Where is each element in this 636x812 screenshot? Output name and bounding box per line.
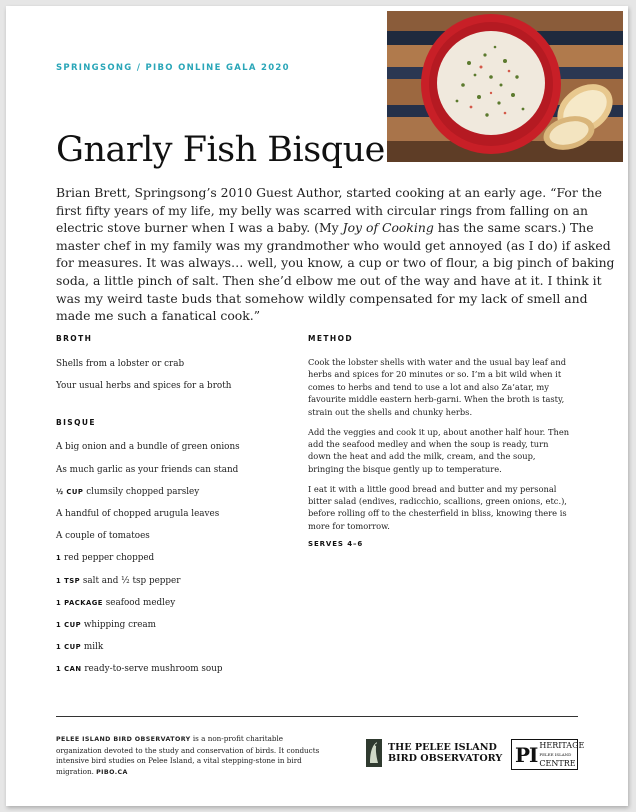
ingredient-text: Shells from a lobster or crab [56, 359, 185, 369]
heritage-logo-sub: PELEE ISLAND [539, 752, 572, 757]
intro-book-title: Joy of Cooking [342, 220, 434, 236]
ingredient-qty: ½ CUP [56, 487, 84, 496]
ingredient-qty: 1 CUP [56, 643, 82, 652]
ingredient-item [56, 619, 301, 641]
ingredient-item [56, 530, 301, 552]
method-step: I eat it with a little good bread and butter and my personal bitter salad (endives, radicchio, scallions, green onions, etc.), before rolling off to the chesterfield in bliss, knowing there is more for tomorrow. [308, 483, 567, 531]
org-url: PIBO.CA [96, 768, 128, 776]
pibo-logo [366, 739, 502, 767]
ingredient-qty: 1 [56, 554, 62, 563]
ingredient-text: Your usual herbs and spices for a broth [56, 381, 232, 392]
heritage-logo-pi: PI [515, 742, 538, 767]
bisque-photo [387, 11, 623, 162]
ingredient-item [56, 508, 301, 530]
ingredient-item [56, 641, 301, 663]
ingredient-item [56, 552, 301, 574]
ingredient-text: A big onion and a bundle of green onions [56, 442, 240, 453]
ingredient-text: seafood medley [105, 597, 176, 608]
ingredient-item [56, 441, 301, 463]
pibo-logo-text [388, 742, 502, 764]
bisque-photo-image [387, 11, 623, 162]
ingredient-qty: 1 CAN [56, 665, 82, 674]
ingredient-text: salt and ½ tsp pepper [82, 575, 181, 586]
recipe-title: Gnarly Fish Bisque [56, 130, 385, 170]
method-heading: METHOD [308, 334, 353, 343]
event-eyebrow: SPRINGSONG / PIBO ONLINE GALA 2020 [56, 63, 290, 73]
method-step: Add the veggies and cook it up, about another half hour. Then add the seafood medley and when the soup is ready, turn down the heat and add the milk, cream, and the soup, bringing the bisque gently up to temperature. [308, 426, 570, 474]
bisque-heading: BISQUE [56, 418, 96, 428]
ingredient-qty: 1 CUP [56, 620, 82, 629]
footer-divider [56, 716, 578, 717]
ingredients-column [56, 334, 301, 685]
heritage-logo-line1: HERITAGE [539, 741, 585, 750]
org-desc-text: is a non-profit charitable organization devoted to the study and conservation of birds. It conducts intensive bird studies on Pelee Island, a vital stepping-stone in bird migration. [56, 734, 320, 776]
ingredient-qty: 1 TSP [56, 576, 81, 585]
bird-icon [366, 739, 382, 767]
ingredient-text: red pepper chopped [64, 553, 155, 564]
ingredient-text: clumsily chopped parsley [86, 486, 200, 497]
ingredient-item [56, 358, 301, 380]
intro-text-part2: has the same scars.) The master chef in my family was my grandmother who would get annoyed (as I do) if asked for measures. It was always… well, you know, a cup or two of flour, a big pinch of baking soda, a little pinch of salt. Then she’d elbow me out of the way and have at it. I think it was my weird taste buds that somehow wildly compensated for my lack of smell and made me such a fanatical cook.” [56, 220, 615, 324]
ingredient-text: ready-to-serve mushroom soup [84, 664, 223, 675]
ingredient-item [56, 597, 301, 619]
intro-text-part1: Brian Brett, Springsong’s 2010 Guest Author, started cooking at an early age. “For the first fifty years of my life, my belly was scarred with circular rings from falling on an electric stove burner when I was a baby. (My [56, 185, 602, 236]
heritage-logo-text [539, 741, 584, 768]
org-description [56, 734, 328, 778]
ingredient-text: A couple of tomatoes [56, 531, 150, 542]
org-name: PELEE ISLAND BIRD OBSERVATORY [56, 736, 191, 743]
ingredient-item [56, 663, 301, 685]
heritage-centre-logo [511, 739, 585, 770]
ingredient-item [56, 575, 301, 597]
ingredient-qty: 1 PACKAGE [56, 598, 103, 607]
pibo-logo-line2: BIRD OBSERVATORY [388, 753, 503, 764]
recipe-page [6, 6, 628, 806]
method-step: Cook the lobster shells with water and the usual bay leaf and herbs and spices for 20 minutes or so. I’m a bit wild when it comes to herbs and tend to use a lot and also Za’atar, my favourite middle eastern herb-garni. When the broth is tasty, strain out the shells and chunky herbs. [308, 357, 567, 417]
ingredient-text: whipping cream [83, 619, 156, 630]
ingredient-item [56, 486, 301, 508]
heritage-logo-line2: CENTRE [539, 759, 576, 768]
pibo-logo-line1: THE PELEE ISLAND [388, 742, 497, 753]
ingredient-text: milk [83, 642, 104, 653]
servings: SERVES 4–6 [308, 539, 364, 548]
intro-paragraph [56, 184, 616, 325]
ingredient-item [56, 464, 301, 486]
ingredient-item [56, 380, 301, 402]
bisque-list [56, 441, 301, 685]
ingredient-text: A handful of chopped arugula leaves [56, 508, 220, 519]
broth-list [56, 358, 301, 402]
ingredient-text: As much garlic as your friends can stand [56, 464, 239, 475]
method-column [308, 334, 570, 548]
broth-heading: BROTH [56, 334, 93, 343]
